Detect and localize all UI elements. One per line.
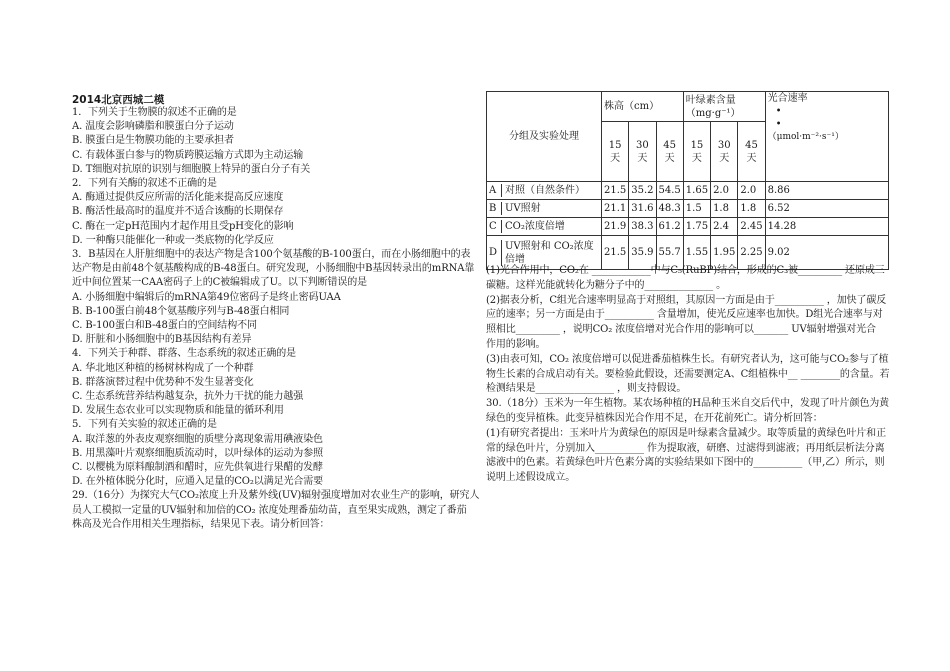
row-id: D [487,240,502,266]
table-cell: 1.75 [683,218,710,236]
table-cell: 6.52 [765,200,888,218]
table-cell: 9.02 [765,236,888,270]
table-cell: 35.9 [629,236,656,270]
day-header: 45天 [656,122,683,182]
left-line: B. 膜蛋白是生物膜功能的主要承担者 [72,135,234,147]
left-line: B. 用黑藻叶片观察细胞质流动时，以叶绿体的运动为参照 [72,447,324,459]
day-header: 30天 [629,122,656,182]
table-cell: 2.4 [711,218,738,236]
table-row [487,182,889,200]
header-rate-bullet-2: • [775,119,782,130]
row-label [487,200,602,218]
day-header: 15天 [602,122,629,182]
left-line: A. 取洋葱的外表皮观察细胞的质壁分离现象需用碘液染色 [72,433,323,445]
left-line: 2．下列有关酶的叙述不正确的是 [72,178,217,189]
left-line: A. 温度会影响磷脂和膜蛋白分子运动 [72,121,234,133]
row-treatment: UV照射和 CO₂浓度倍增 [505,240,594,265]
right-line: 30.（18分）玉米为一年生植物。某农场种植的H品种玉米自交后代中，发现了叶片颜色为黄 [486,398,890,410]
right-line: 滤液中的色素。若黄绿色叶片色素分离的实验结果如下图中的__________（甲,乙）所示，则 [486,457,885,469]
left-line: C. 酶在一定pH范围内才起作用且受pH变化的影响 [72,220,294,232]
header-group: 分组及实验处理 [487,92,602,182]
right-line: 作用的影响。 [486,339,546,350]
left-line: C. B-100蛋白和B-48蛋白的空间结构不同 [72,320,257,331]
header-rate-label: 光合速率 [767,93,808,104]
header-height: 株高（cm） [602,92,684,122]
table-cell: 35.2 [629,182,656,200]
right-line: 应的速率；另一方面是由于__________ 含量增加，使光反应速率也加快。D组光合速率与对 [486,309,883,321]
table-cell: 55.7 [656,236,683,270]
table-cell: 1.8 [711,200,738,218]
table-row [487,200,889,218]
table-cell: 1.5 [683,200,710,218]
left-line: D. 发展生态农业可以实现物质和能量的循环利用 [72,405,284,417]
table-cell: 1.55 [683,236,710,270]
left-line: A. 酶通过提供反应所需的活化能来提高反应速度 [72,192,284,204]
left-line: 达产物是由前48个氨基酸构成的B-48蛋白。研究发现，小肠细胞中B基因转录出的mRNA靠 [72,263,475,275]
left-line: A. 华北地区种植的杨树林构成了一个种群 [72,362,254,374]
day-header: 30天 [711,122,738,182]
left-line: 1．下列关于生物膜的叙述不正确的是 [72,107,237,118]
table-cell: 1.8 [738,200,765,218]
table-cell: 21.9 [602,218,629,236]
row-label [487,218,602,236]
table-cell: 54.5 [656,182,683,200]
table-cell: 21.1 [602,200,629,218]
left-line: 3．B基因在人肝脏细胞中的表达产物是含100个氨基酸的B-100蛋白，而在小肠细胞中的表 [72,249,471,260]
table-cell: 21.5 [602,236,629,270]
results-table [486,91,889,270]
table-cell: 61.2 [656,218,683,236]
left-line: D. T细胞对抗原的识别与细胞膜上特异的蛋白分子有关 [72,163,311,175]
right-line: 碳糖。这样光能就转化为糖分子中的______________ 。 [486,279,726,291]
row-label [487,182,602,200]
table-cell: 2.0 [738,182,765,200]
document-title: 2014北京西城二模 [72,94,165,106]
day-header: 15天 [683,122,710,182]
left-line: 5．下列有关实验的叙述正确的是 [72,419,217,431]
left-line: B. B-100蛋白前48个氨基酸序列与B-48蛋白相同 [72,305,290,317]
right-line: 照相比_________ ，说明CO₂ 浓度倍增对光合作用的影响可以_______ UV辐射增强对光合 [486,324,876,336]
day-header: 45天 [738,122,765,182]
right-line: (3)由表可知，CO₂ 浓度倍增可以促进番茄植株生长。有研究者认为，这可能与CO₂参与了植 [486,353,889,365]
table-cell: 8.86 [765,182,888,200]
left-line: D. 在外植体脱分化时，应通入足量的CO₂以满足光合需要 [72,476,324,488]
left-line: B. 群落演替过程中优势种不发生显著变化 [72,376,254,388]
table-cell: 2.0 [711,182,738,200]
left-line: 4．下列关于种群、群落、生态系统的叙述正确的是 [72,348,297,360]
header-rate-bullet: • [775,106,782,117]
left-line: D. 肝脏和小肠细胞中的B基因结构有差异 [72,334,252,346]
right-line: 物生长素的合成启动有关。要检验此假设，还需要测定A、C组植株中__ ________的含量。若 [486,368,890,380]
table-row [487,218,889,236]
right-line: (1)有研究者提出：玉米叶片为黄绿色的原因是叶绿素含量减少。取等质量的黄绿色叶片和正 [486,427,886,439]
left-line: D. 一种酶只能催化一种或一类底物的化学反应 [72,234,274,246]
table-cell: 2.25 [738,236,765,270]
right-line: 检测结果是________________ ，则支持假设。 [486,383,687,395]
table-cell: 48.3 [656,200,683,218]
table-cell: 38.3 [629,218,656,236]
table-cell: 1.65 [683,182,710,200]
table-cell: 2.45 [738,218,765,236]
row-treatment: UV照射 [505,203,541,214]
left-line: B. 酶活性最高时的温度并不适合该酶的长期保存 [72,206,284,218]
header-rate-unit: （μmol·m⁻²·s⁻¹） [767,132,844,142]
header-chlorophyll: 叶绿素含量 （mg·g⁻¹） [683,92,765,122]
row-treatment: CO₂浓度倍增 [505,221,565,232]
left-line: 29.（16分）为探究大气CO₂浓度上升及紫外线(UV)辐射强度增加对农业生产的影响，研究人 [72,490,480,502]
row-treatment: 对照（自然条件） [505,185,585,196]
header-rate [765,92,888,182]
table-cell: 31.6 [629,200,656,218]
left-line: 员人工模拟一定量的UV辐射和加倍的CO₂ 浓度处理番茄幼苗，直至果实成熟，测定了番茄 [72,504,467,516]
row-id: A [487,184,502,197]
right-line: (1)光合作用中，CO₂在 ____________中与C₅(RuBP)结合，形成的C₃被_________ 还原成三 [486,265,885,276]
left-line: C. 生态系统营养结构越复杂，抗外力干扰的能力越强 [72,391,304,402]
right-line: 常的绿色叶片，分别加入__________ 作为提取液，研磨、过滤得到滤液；再用纸层析法分离 [486,442,885,454]
row-id: C [487,220,502,233]
left-line: C. 以樱桃为原料酿制酒和醋时，应先供氧进行果醋的发酵 [72,462,323,473]
right-line: 绿色的变异植株。此变异植株因光合作用不足，在开花前死亡。请分析回答： [486,413,823,424]
table-cell: 1.95 [711,236,738,270]
left-line: 近中间位置某一CAA密码子上的C被编辑成了U。以下判断错误的是 [72,277,368,289]
row-id: B [487,202,502,215]
left-line: C. 有载体蛋白参与的物质跨膜运输方式即为主动运输 [72,149,304,161]
right-line: (2)据表分析，C组光合速率明显高于对照组，其原因一方面是由于__________ ，加快了碳反 [486,294,887,306]
table-cell: 21.5 [602,182,629,200]
table-cell: 14.28 [765,218,888,236]
right-line: 说明上述假设成立。 [486,472,576,484]
left-line: 株高及光合作用相关生理指标，结果见下表。请分析回答： [72,518,330,530]
left-line: A. 小肠细胞中编辑后的mRNA第49位密码子是终止密码UAA [72,291,341,303]
